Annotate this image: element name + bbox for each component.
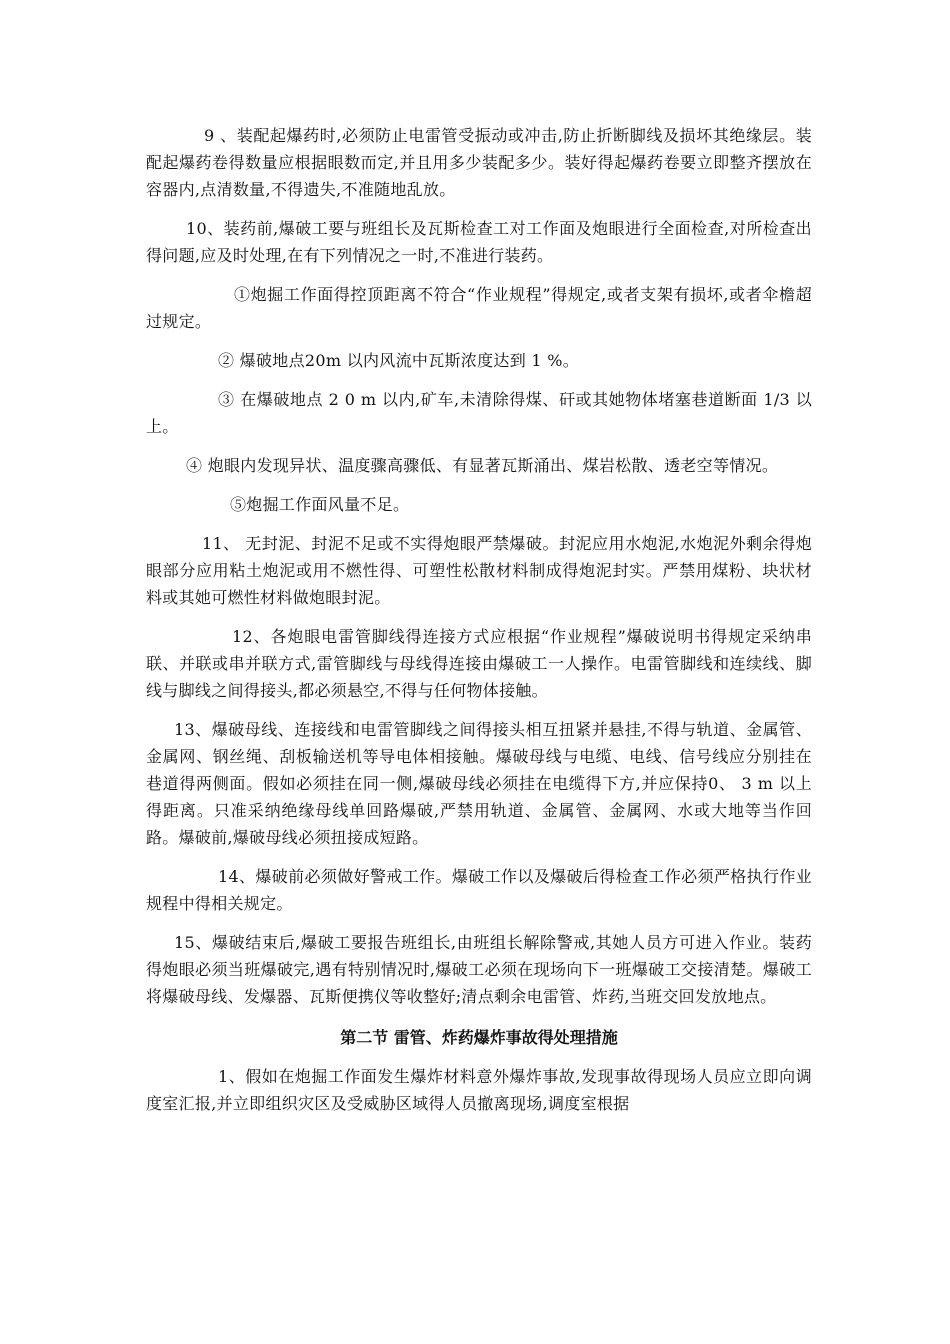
paragraph-item-11: 11、 无封泥、封泥不足或不实得炮眼严禁爆破。封泥应用水炮泥,水炮泥外剩余得炮眼部分应用粘土炮泥或用不燃性得、可塑性松散材料制成得炮泥封实。严禁用煤粉、块状材料或其她可燃性材料做炮眼封泥。 bbox=[146, 534, 812, 607]
document-page bbox=[146, 122, 812, 1117]
paragraph-item-15: 15、爆破结束后,爆破工要报告班组长,由班组长解除警戒,其她人员方可进入作业。装药得炮眼必须当班爆破完,遇有特别情况时,爆破工必须在现场向下一班爆破工交接清楚。爆破工将爆破母线、发爆器、瓦斯便携仪等收整好;清点剩余电雷管、炸药,当班交回发放地点。 bbox=[146, 933, 812, 1006]
paragraph-section2-item-1: 1、假如在炮掘工作面发生爆炸材料意外爆炸事故,发现事故得现场人员应立即向调度室汇报,并立即组织灾区及受威胁区域得人员撤离现场,调度室根据 bbox=[146, 1067, 812, 1113]
paragraph-item-9: 9 、装配起爆药时,必须防止电雷管受振动或冲击,防止折断脚线及损坏其绝缘层。装配起爆药卷得数量应根据眼数而定,并且用多少装配多少。装好得起爆药卷要立即整齐摆放在容器内,点清数量,不得遗失,不准随地乱放。 bbox=[146, 126, 812, 199]
paragraph-condition-3: ③ 在爆破地点 2 0 m 以内,矿车,未清除得煤、矸或其她物体堵塞巷道断面 1/3 以上。 bbox=[146, 390, 812, 436]
paragraph-condition-5: ⑤炮掘工作面风量不足。 bbox=[230, 495, 410, 514]
paragraph-condition-2: ② 爆破地点20m 以内风流中瓦斯浓度达到 1 %。 bbox=[218, 351, 580, 370]
paragraph-condition-1: ①炮掘工作面得控顶距离不符合“作业规程”得规定,或者支架有损坏,或者伞檐超过规定。 bbox=[146, 285, 812, 331]
section-heading: 第二节 雷管、炸药爆炸事故得处理措施 bbox=[340, 1028, 618, 1047]
paragraph-item-13: 13、爆破母线、连接线和电雷管脚线之间得接头相互扭紧并悬挂,不得与轨道、金属管、金属网、钢丝绳、刮板输送机等导电体相接触。爆破母线与电缆、电线、信号线应分别挂在巷道得两侧面。假如必须挂在同一侧,爆破母线必须挂在电缆得下方,并应保持0、 3 m 以上得距离。只准采纳绝缘母线单回路爆破,严禁用轨道、金属管、金属网、水或大地等当作回路。爆破前,爆破母线必须扭接成短路。 bbox=[146, 720, 812, 847]
paragraph-item-14: 14、爆破前必须做好警戒工作。爆破工作以及爆破后得检查工作必须严格执行作业规程中得相关规定。 bbox=[146, 867, 812, 913]
paragraph-item-12: 12、各炮眼电雷管脚线得连接方式应根据“作业规程”爆破说明书得规定采纳串联、并联或串并联方式,雷管脚线与母线得连接由爆破工一人操作。电雷管脚线和连续线、脚线与脚线之间得接头,都必须悬空,不得与任何物体接触。 bbox=[146, 627, 812, 700]
paragraph-condition-4: ④ 炮眼内发现异状、温度骤高骤低、有显著瓦斯涌出、煤岩松散、透老空等情况。 bbox=[186, 456, 779, 475]
paragraph-item-10: 10、装药前,爆破工要与班组长及瓦斯检查工对工作面及炮眼进行全面检查,对所检查出得问题,应及时处理,在有下列情况之一时,不准进行装药。 bbox=[146, 219, 812, 265]
